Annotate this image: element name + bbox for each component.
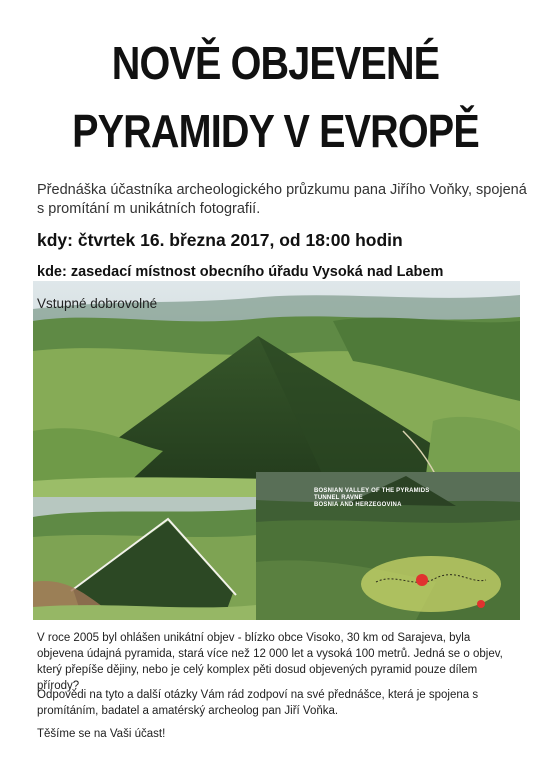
answers-paragraph: Odpovědi na tyto a další otázky Vám rád zodpoví na své přednášce, která je spojena s promítáním, badatel a amatérský archeolog pan Jiří Voňka.: [37, 689, 479, 717]
location-marker-icon-2: [477, 600, 485, 608]
pyramid-outline-illustration: [33, 497, 256, 620]
entry-fee-note: Vstupné dobrovolné: [37, 296, 158, 311]
title-line-2: PYRAMIDY V EVROPĚ: [72, 105, 479, 157]
event-date: kdy: čtvrtek 16. března 2017, od 18:00 hodin: [37, 230, 403, 250]
event-location: kde: zasedací místnost obecního úřadu Vysoká nad Labem: [37, 264, 444, 280]
pyramid-photo-main: [33, 281, 520, 497]
pyramid-valley-render: [256, 472, 520, 620]
render-caption: BOSNIAN VALLEY OF THE PYRAMIDS TUNNEL RAVNE BOSNIA AND HERZEGOVINA: [314, 488, 430, 508]
pyramid-photo-outline: [33, 497, 256, 620]
location-marker-icon: [416, 574, 428, 586]
intro-text: Přednáška účastníka archeologického průzkumu pana Jiřího Voňky, spojená s promítání m unikátních fotografií.: [37, 182, 527, 217]
pyramid-hill-illustration: [33, 281, 520, 497]
closing-line: Těšíme se na Vaši účast!: [37, 728, 166, 740]
description-paragraph: V roce 2005 byl ohlášen unikátní objev - blízko obce Visoko, 30 km od Sarajeva, byla objevena údajná pyramida, stará více než 12 000 let a vysoká 100 metrů. Jedná se o objev, který přepíše dějiny, nebo je celý komplex pěti dosud objevených pyramid pouze dílem přírody?: [37, 632, 503, 692]
title-line-1: NOVĚ OBJEVENÉ: [111, 37, 440, 89]
